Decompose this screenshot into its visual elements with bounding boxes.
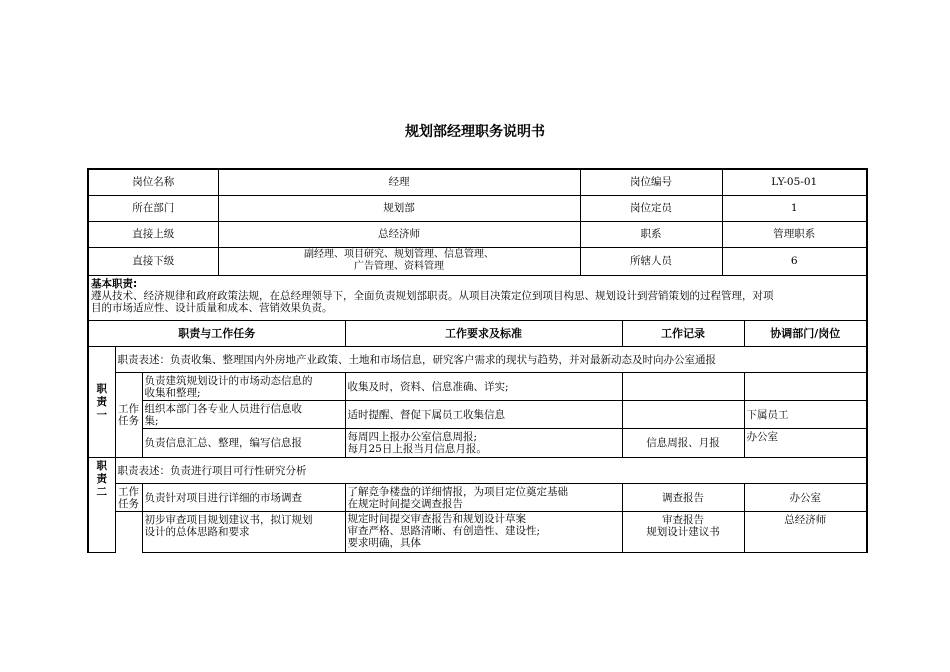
task-cell: 负责建筑规划设计的市场动态信息的 收集和整理; (142, 373, 345, 401)
value-cell (218, 247, 580, 275)
basic-duty-cell (88, 275, 867, 320)
value-cell: 管理职系 (722, 221, 867, 247)
value-cell: LY-05-01 (722, 169, 867, 195)
task-label: 工作 任务 (115, 373, 142, 458)
requirement-cell: 了解竞争楼盘的详细情报，为项目定位奠定基础 在规定时间提交调查报告 (345, 484, 622, 512)
duties-header-row (88, 321, 867, 347)
info-row (88, 221, 867, 247)
basic-duty-heading: 基本职责: (91, 277, 138, 290)
duty-description: 职责表述：负责收集、整理国内外房地产业政策、土地和市场信息，研究客户需求的现状与趋势，并对最新动态及时向办公室通报 (115, 347, 867, 373)
task-cell: 负责针对项目进行详细的市场调查 (142, 484, 345, 512)
requirement-cell: 规定时间提交审查报告和规划设计草案 审查严格、思路清晰、有创造性、建设性; 要求明确，具体 (345, 512, 622, 553)
task-cell: 组织本部门各专业人员进行信息收 集; (142, 401, 345, 429)
duty-description: 职责表述：负责进行项目可行性研究分析 (115, 458, 867, 484)
duty-label: 职 责 二 (88, 458, 115, 553)
duty-desc-row (88, 347, 867, 373)
task-row (88, 401, 867, 429)
requirement-cell: 适时提醒、督促下属员工收集信息 (345, 401, 622, 429)
task-cell: 负责信息汇总、整理，编写信息报 (142, 429, 345, 458)
duties-table (87, 320, 868, 553)
value-line: 副经理、项目研究、规划管理、信息管理、 (304, 249, 494, 260)
coordination-cell: 下属员工 (744, 401, 867, 429)
basic-duty-text: 遵从技术、经济规律和政府政策法规，在总经理领导下，全面负责规划部职责。从项目决策定位到项目构思、规划设计到营销策划的过程管理，对项 (91, 289, 774, 302)
label-cell: 岗位名称 (88, 169, 218, 195)
record-cell: 审查报告 规划设计建议书 (622, 512, 744, 553)
requirement-cell: 每周四上报办公室信息周报; 每月25日上报当月信息月报。 (345, 429, 622, 458)
label-cell: 岗位编号 (580, 169, 722, 195)
header-duty-task: 职责与工作任务 (88, 321, 345, 347)
task-cell: 初步审查项目规划建议书，拟订规划 设计的总体思路和要求 (142, 512, 345, 553)
header-records: 工作记录 (622, 321, 744, 347)
record-cell (622, 401, 744, 429)
coordination-cell (744, 373, 867, 401)
task-label (115, 512, 142, 553)
info-row (88, 195, 867, 221)
value-cell: 规划部 (218, 195, 580, 221)
label-cell: 岗位定员 (580, 195, 722, 221)
info-row (88, 169, 867, 195)
record-cell: 调查报告 (622, 484, 744, 512)
value-cell: 1 (722, 195, 867, 221)
value-cell: 6 (722, 247, 867, 275)
duty-label: 职 责 一 (88, 347, 115, 458)
task-row (88, 429, 867, 458)
header-coordination: 协调部门/岗位 (744, 321, 867, 347)
coordination-cell: 总经济师 (744, 512, 867, 553)
basic-duty-row (88, 275, 867, 320)
coordination-cell: 办公室 (744, 484, 867, 512)
duty-desc-row (88, 458, 867, 484)
label-cell: 直接上级 (88, 221, 218, 247)
label-cell: 直接下级 (88, 247, 218, 275)
task-row (88, 373, 867, 401)
basic-duty-text: 目的市场适应性、设计质量和成本、营销效果负责。 (91, 301, 333, 314)
value-cell: 经理 (218, 169, 580, 195)
record-cell: 信息周报、月报 (622, 429, 744, 458)
position-info-table (87, 168, 868, 321)
task-row (88, 512, 867, 553)
record-cell (622, 373, 744, 401)
label-cell: 所在部门 (88, 195, 218, 221)
header-requirements: 工作要求及标准 (345, 321, 622, 347)
task-label: 工作 任务 (115, 484, 142, 512)
info-row (88, 247, 867, 275)
requirement-cell: 收集及时，资料、信息准确、详实; (345, 373, 622, 401)
coordination-cell: 办公室 (744, 429, 867, 458)
label-cell: 所辖人员 (580, 247, 722, 275)
label-cell: 职系 (580, 221, 722, 247)
page-title: 规划部经理职务说明书 (405, 124, 545, 140)
task-row (88, 484, 867, 512)
value-line: 广告管理、资料管理 (354, 261, 444, 272)
value-cell: 总经济师 (218, 221, 580, 247)
